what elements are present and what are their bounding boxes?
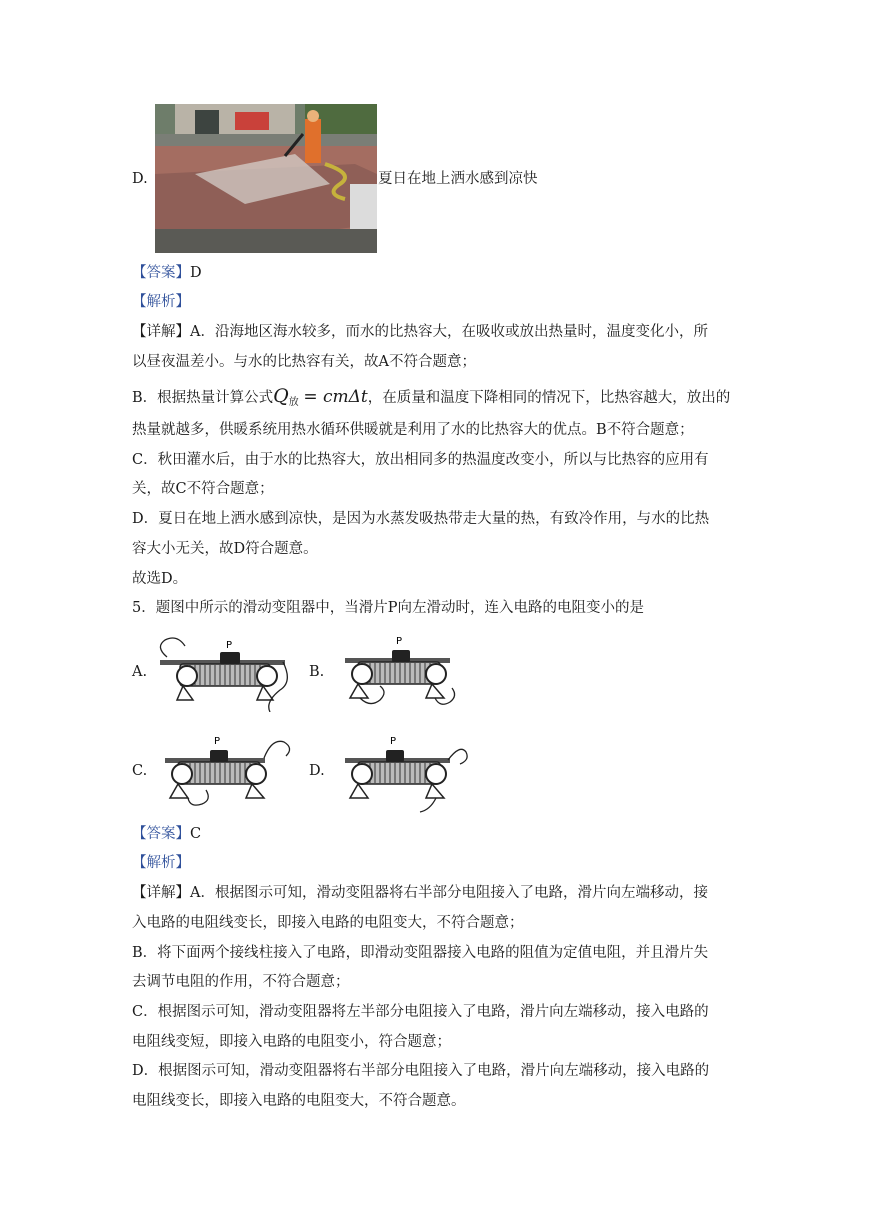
q5-option-c-letter: C.	[132, 763, 148, 779]
q5-detail-line-2: 入电路的电阻线变长，即接入电路的电阻变大，不符合题意；	[132, 915, 524, 931]
q5-question: 5．题图中所示的滑动变阻器中，当滑片P向左滑动时，连入电路的电阻变小的是	[132, 600, 644, 616]
q5-detail-line-1: 【详解】A．根据图示可知，滑动变阻器将右半部分电阻接入了电路，滑片向左端移动，接	[132, 885, 708, 901]
rheostat-a-slider-label: P	[226, 640, 233, 651]
q4-detail-line-8: 容大小无关，故D符合题意。	[132, 541, 318, 557]
heat-formula: $Q_放 = cm\Delta t$	[273, 385, 368, 408]
q5-detail-line-5: C．根据图示可知，滑动变阻器将左半部分电阻接入了电路，滑片向左端移动，接入电路的	[132, 1004, 709, 1020]
q5-option-d-letter: D.	[309, 763, 325, 779]
rheostat-c-figure	[160, 730, 295, 814]
q4-answer: 【答案】D	[132, 265, 202, 281]
q4-detail-line-4: 热量就越多，供暖系统用热水循环供暖就是利用了水的比热容大的优点。B不符合题意；	[132, 422, 694, 438]
rheostat-d-figure	[340, 730, 470, 819]
q4-detail-line-6: 关，故C不符合题意；	[132, 481, 274, 497]
q5-option-a-letter: A.	[132, 664, 148, 680]
q4-detail-line-5: C．秋田灌水后，由于水的比热容大，放出相同多的热温度改变小，所以与比热容的应用有	[132, 452, 709, 468]
option-d-caption: 夏日在地上洒水感到凉快	[378, 171, 538, 187]
q4-detail-line-3: B．根据热量计算公式$Q_放 = cm\Delta t$，在质量和温度下降相同的情况下，比热容越大，放出的	[132, 385, 731, 408]
rheostat-d-slider-label: P	[390, 736, 397, 747]
option-d-letter: D.	[132, 171, 148, 187]
rheostat-b-figure	[340, 630, 460, 714]
q4-detail-line-1: 【详解】A．沿海地区海水较多，而水的比热容大，在吸收或放出热量时，温度变化小，所	[132, 324, 708, 340]
q5-analysis-heading: 【解析】	[132, 855, 190, 871]
rheostat-a-figure	[155, 632, 300, 716]
q5-option-b-letter: B.	[309, 664, 325, 680]
q5-detail-line-4: 去调节电阻的作用，不符合题意；	[132, 974, 350, 990]
q5-answer: 【答案】C	[132, 826, 202, 842]
q4-detail-line-9: 故选D。	[132, 571, 188, 587]
q4-detail-line-7: D．夏日在地上洒水感到凉快，是因为水蒸发吸热带走大量的热，有致冷作用，与水的比热	[132, 511, 710, 527]
rheostat-b-slider-label: P	[396, 636, 403, 647]
q5-detail-line-7: D．根据图示可知，滑动变阻器将右半部分电阻接入了电路，滑片向左端移动，接入电路的	[132, 1063, 710, 1079]
rheostat-c-slider-label: P	[214, 736, 221, 747]
q5-detail-line-3: B．将下面两个接线柱接入了电路，即滑动变阻器接入电路的阻值为定值电阻，并且滑片失	[132, 945, 709, 961]
street-washing-photo	[155, 104, 377, 253]
q4-detail-line-2: 以昼夜温差小。与水的比热容有关，故A不符合题意；	[132, 354, 476, 370]
q5-detail-line-6: 电阻线变短，即接入电路的电阻变小，符合题意；	[132, 1034, 451, 1050]
q5-detail-line-8: 电阻线变长，即接入电路的电阻变大，不符合题意。	[132, 1093, 466, 1109]
q4-analysis-heading: 【解析】	[132, 294, 190, 310]
